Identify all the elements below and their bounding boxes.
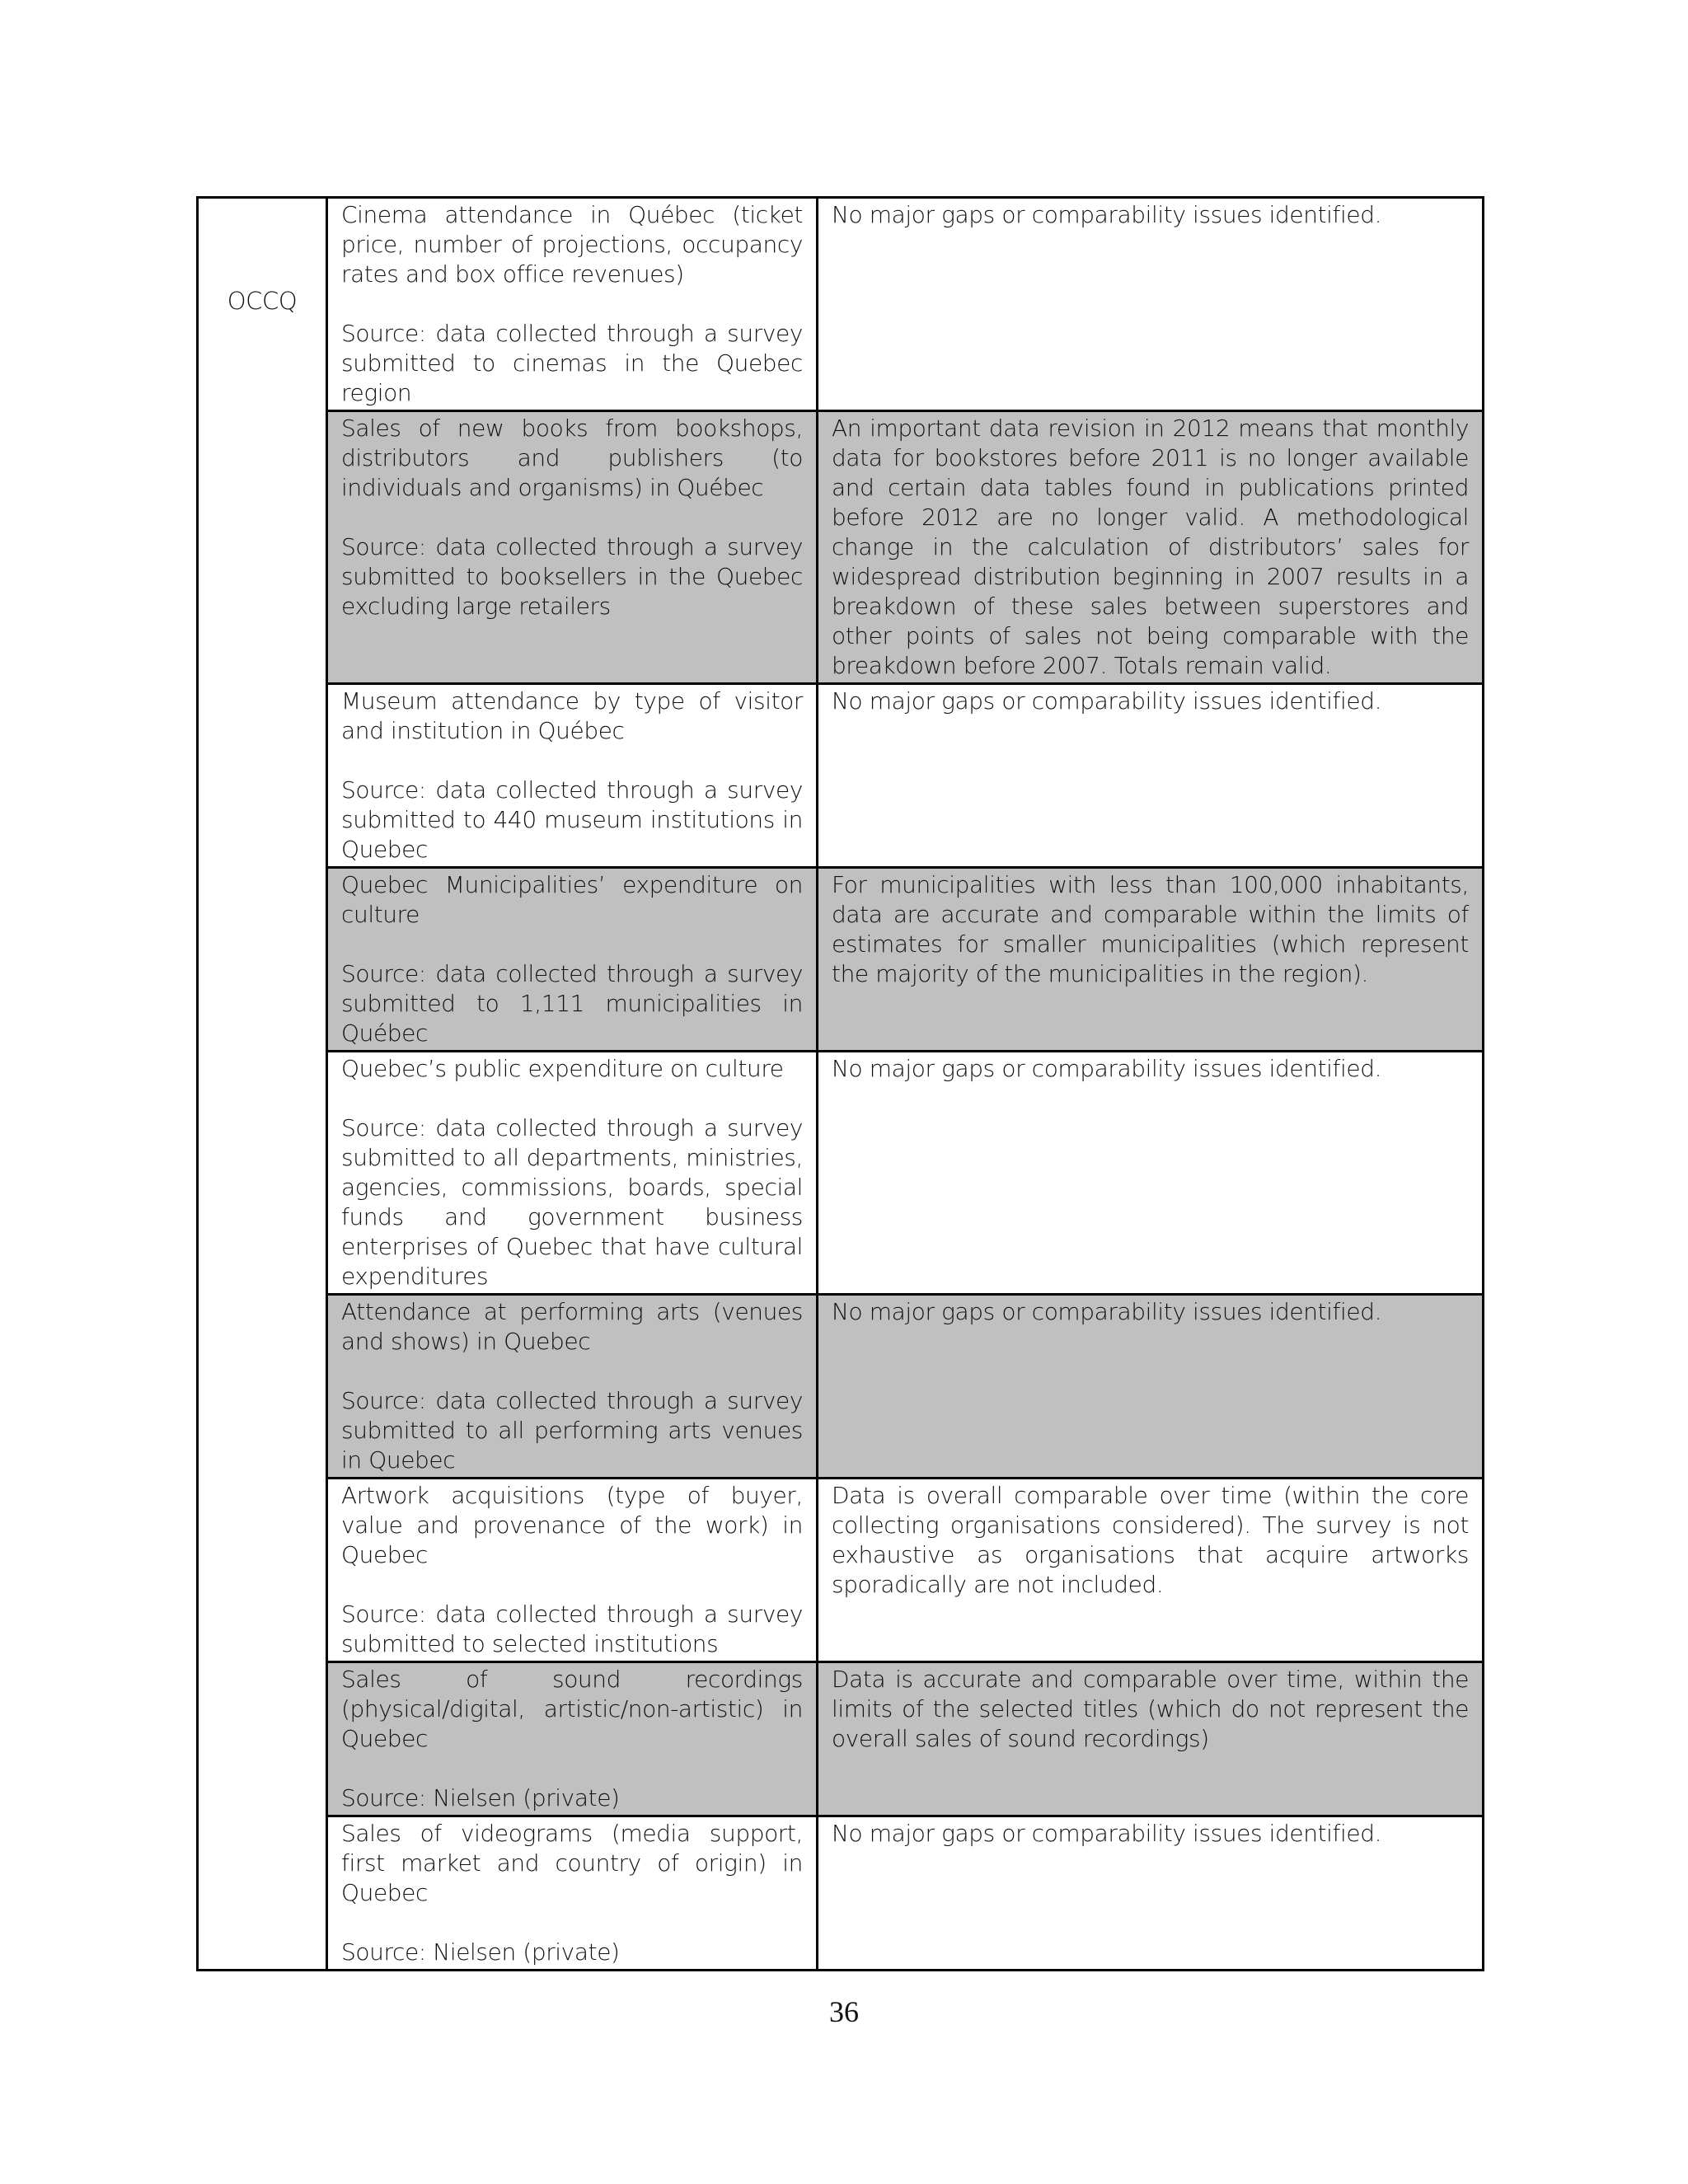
gaps-text: Data is overall comparable over time (within the core collecting organisations considered). The survey is not exhaustive as organisations that acquire artworks sporadically are not included. [832, 1482, 1469, 1598]
table-row [198, 198, 1484, 411]
table-row [198, 1662, 1484, 1816]
indicator-source: Source: data collected through a survey submitted to all departments, ministries, agencies, commissions, boards, special funds and government business enterprises of Quebec that have cultural expenditures [341, 1114, 803, 1290]
gaps-text: No major gaps or comparability issues identified. [832, 201, 1382, 228]
gaps-cell [818, 868, 1484, 1052]
organisation-cell [198, 198, 327, 1971]
indicator-source: Source: data collected through a survey submitted to all performing arts venues in Quebec [341, 1387, 803, 1474]
indicator-cell [327, 1816, 818, 1971]
table-row [198, 1052, 1484, 1295]
indicator-description: Cinema attendance in Québec (ticket price, number of projections, occupancy rates and box office revenues) [341, 201, 803, 288]
indicator-source: Source: data collected through a survey submitted to 1,111 municipalities in Québec [341, 960, 803, 1047]
indicator-description: Museum attendance by type of visitor and institution in Québec [341, 687, 803, 744]
gaps-cell [818, 1662, 1484, 1816]
indicator-source: Source: Nielsen (private) [341, 1784, 620, 1811]
gaps-text: No major gaps or comparability issues identified. [832, 687, 1382, 715]
gaps-cell [818, 1295, 1484, 1479]
gaps-cell [818, 411, 1484, 684]
table-row [198, 411, 1484, 684]
indicator-description: Artwork acquisitions (type of buyer, value and provenance of the work) in Quebec [341, 1482, 803, 1568]
organisation-label: OCCQ [227, 287, 298, 315]
indicator-description: Sales of sound recordings (physical/digital, artistic/non-artistic) in Quebec [341, 1666, 803, 1752]
table-row [198, 1479, 1484, 1662]
table-row [198, 684, 1484, 868]
indicator-cell [327, 1052, 818, 1295]
indicator-source: Source: data collected through a survey submitted to cinemas in the Quebec region [341, 320, 803, 406]
gaps-cell [818, 1816, 1484, 1971]
indicator-cell [327, 868, 818, 1052]
gaps-text: For municipalities with less than 100,000 inhabitants, data are accurate and comparable within the limits of estimates for smaller municipalities (which represent the majority of the municipalities in the region). [832, 871, 1469, 987]
indicator-source: Source: Nielsen (private) [341, 1938, 620, 1966]
gaps-text: An important data revision in 2012 means that monthly data for bookstores before 2011 is no longer available and certain data tables found in publications printed before 2012 are no longer valid. A methodological change in the calculation of distributors’ sales for widespread distribution beginning in 2007 results in a breakdown of these sales between superstores and other points of sales not being comparable with the breakdown before 2007. Totals remain valid. [832, 415, 1469, 679]
indicator-source: Source: data collected through a survey submitted to selected institutions [341, 1601, 803, 1657]
gaps-cell [818, 684, 1484, 868]
table-row [198, 868, 1484, 1052]
indicator-cell [327, 1479, 818, 1662]
indicators-table [196, 196, 1484, 1971]
gaps-text: No major gaps or comparability issues identified. [832, 1820, 1382, 1847]
indicator-description: Quebec’s public expenditure on culture [341, 1055, 784, 1082]
indicator-cell [327, 1662, 818, 1816]
gaps-text: No major gaps or comparability issues identified. [832, 1055, 1382, 1082]
indicator-source: Source: data collected through a survey submitted to booksellers in the Quebec excluding large retailers [341, 533, 803, 620]
indicator-source: Source: data collected through a survey submitted to 440 museum institutions in Quebec [341, 776, 803, 863]
indicator-cell [327, 1295, 818, 1479]
indicator-description: Quebec Municipalities’ expenditure on culture [341, 871, 803, 928]
gaps-text: No major gaps or comparability issues identified. [832, 1298, 1382, 1325]
indicator-cell [327, 684, 818, 868]
gaps-cell [818, 1052, 1484, 1295]
gaps-text: Data is accurate and comparable over time, within the limits of the selected titles (which do not represent the overall sales of sound recordings) [832, 1666, 1469, 1752]
indicator-description: Sales of videograms (media support, first market and country of origin) in Quebec [341, 1820, 803, 1906]
indicator-description: Sales of new books from bookshops, distributors and publishers (to individuals and organisms) in Québec [341, 415, 803, 501]
gaps-cell [818, 198, 1484, 411]
page-number: 36 [829, 1995, 859, 2028]
table-row [198, 1816, 1484, 1971]
table-row [198, 1295, 1484, 1479]
indicator-description: Attendance at performing arts (venues and shows) in Quebec [341, 1298, 803, 1355]
indicator-cell [327, 411, 818, 684]
gaps-cell [818, 1479, 1484, 1662]
indicator-cell [327, 198, 818, 411]
